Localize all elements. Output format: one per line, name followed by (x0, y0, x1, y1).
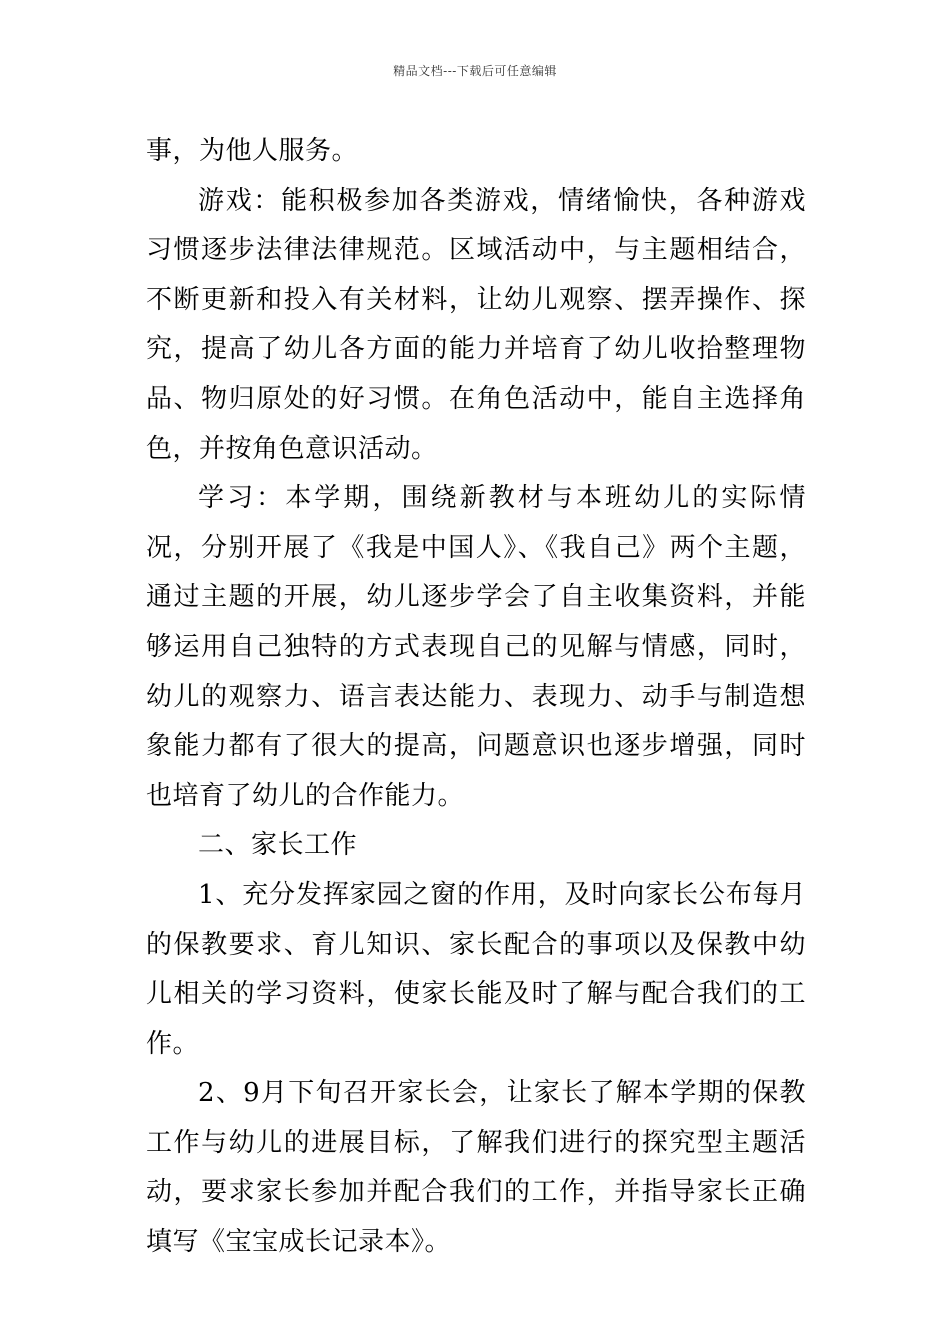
paragraph-games: 游戏：能积极参加各类游戏，情绪愉快，各种游戏习惯逐步法律法律规范。区域活动中，与主题相结合，不断更新和投入有关材料，让幼儿观察、摆弄操作、探究，提高了幼儿各方面的能力并培育了幼儿收拾整理物品、物归原处的好习惯。在角色活动中，能自主选择角色，并按角色意识活动。 (146, 185, 806, 464)
paragraph-item-2: 2、9月下旬召开家长会，让家长了解本学期的保教工作与幼儿的进展目标，了解我们进行的探究型主题活动，要求家长参加并配合我们的工作，并指导家长正确填写《宝宝成长记录本》。 (146, 1078, 806, 1258)
document-body (146, 127, 806, 1268)
paragraph-learning: 学习：本学期，围绕新教材与本班幼儿的实际情况，分别开展了《我是中国人》、《我自己》两个主题，通过主题的开展，幼儿逐步学会了自主收集资料，并能够运用自己独特的方式表现自己的见解与情感，同时，幼儿的观察力、语言表达能力、表现力、动手与制造想象能力都有了很大的提高，问题意识也逐步增强，同时也培育了幼儿的合作能力。 (146, 483, 806, 811)
section-heading-parent-work: 二、家长工作 (198, 830, 358, 861)
page-header: 精品文档---下载后可任意编辑 (393, 64, 557, 78)
paragraph-item-1: 1、充分发挥家园之窗的作用，及时向家长公布每月的保教要求、育儿知识、家长配合的事项以及保教中幼儿相关的学习资料，使家长能及时了解与配合我们的工作。 (146, 879, 806, 1059)
paragraph-continuation: 事，为他人服务。 (146, 136, 359, 166)
